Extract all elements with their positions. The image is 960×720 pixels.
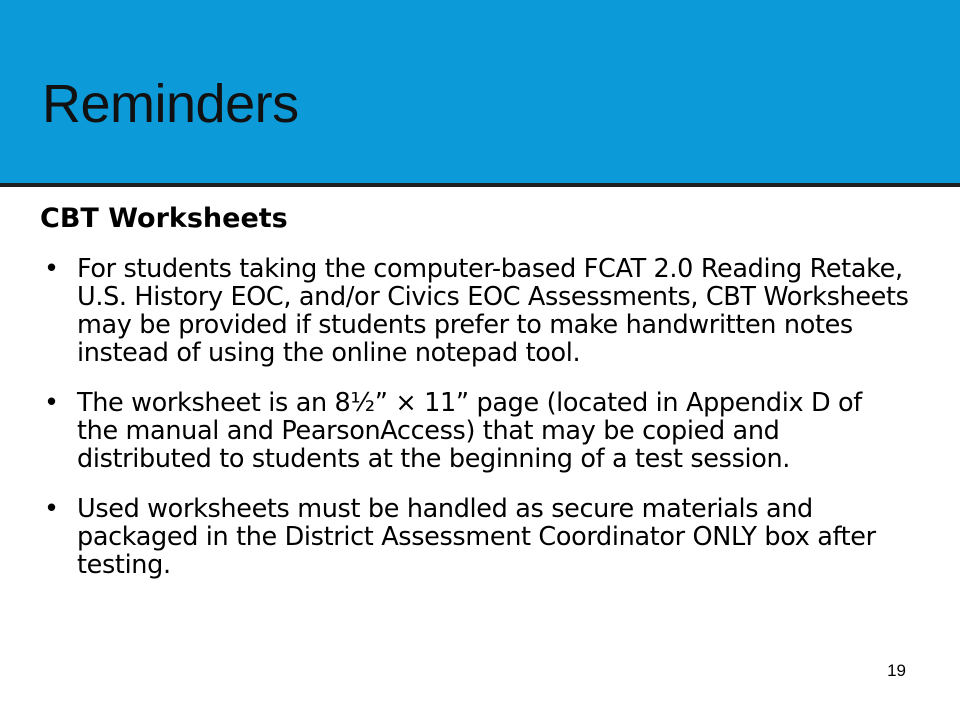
slide-title: Reminders <box>42 74 299 134</box>
bullet-item <box>40 255 910 367</box>
page-number: 19 <box>887 661 906 680</box>
bullet-text: The worksheet is an 8½” × 11” page (located in Appendix D of the manual and PearsonAccess) that may be copied and distributed to students at the beginning of a test session. <box>77 388 862 474</box>
bullet-list <box>40 255 910 601</box>
bullet-marker: • <box>44 388 59 418</box>
bullet-text: For students taking the computer-based FCAT 2.0 Reading Retake, U.S. History EOC, and/or Civics EOC Assessments, CBT Worksheets may be provided if students prefer to make handwritten notes instead of using the online notepad tool. <box>77 254 909 368</box>
section-heading: CBT Worksheets <box>40 203 288 234</box>
bullet-marker: • <box>44 494 59 524</box>
bullet-marker: • <box>44 254 59 284</box>
bullet-text: Used worksheets must be handled as secure materials and packaged in the District Assessment Coordinator ONLY box after testing. <box>77 494 876 580</box>
title-divider <box>0 183 960 187</box>
bullet-item <box>40 495 910 579</box>
bullet-item <box>40 389 910 473</box>
